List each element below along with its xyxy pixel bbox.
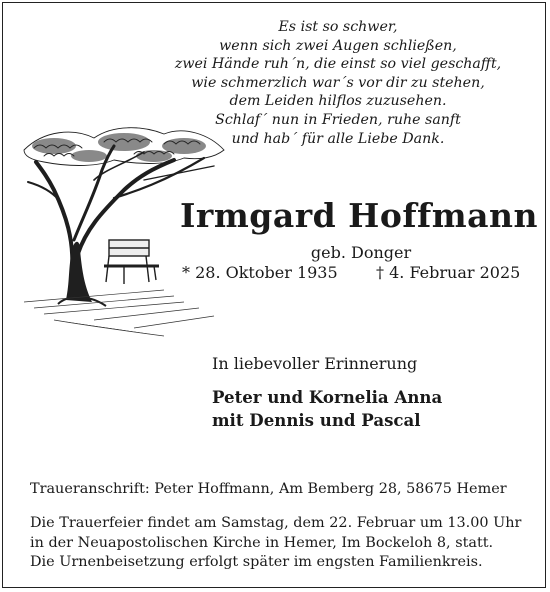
ceremony-line: Die Urnenbeisetzung erfolgt später im engsten Familienkreis. [30,554,483,571]
poem-line: wie schmerzlich war´s vor dir zu stehen, [191,74,485,91]
poem-line: und hab´ für alle Liebe Dank. [231,130,445,147]
mourner-line: Peter und Kornelia Anna [212,387,443,407]
ceremony-info [30,514,521,573]
poem-line: dem Leiden hilflos zuzusehen. [229,93,447,110]
birth-date: * 28. Oktober 1935 [182,263,338,282]
mourning-address: Traueranschrift: Peter Hoffmann, Am Bemberg 28, 58675 Hemer [30,481,507,497]
death-date: † 4. Februar 2025 [376,263,521,282]
birth-name: geb. Donger [310,243,412,262]
mourners [212,386,442,432]
poem-line: wenn sich zwei Augen schließen, [219,37,457,54]
memory-line: In liebevoller Erinnerung [212,354,418,373]
deceased-name: Irmgard Hoffmann [180,196,539,235]
poem-line: Es ist so schwer, [278,19,398,35]
mourner-line: mit Dennis und Pascal [212,410,421,430]
ceremony-line: Die Trauerfeier findet am Samstag, dem 22. Februar um 13.00 Uhr [30,515,522,531]
ceremony-line: in der Neuapostolischen Kirche in Hemer, Im Bockeloh 8, statt. [30,534,494,551]
poem-line: Schlaf´ nun in Frieden, ruhe sanft [215,111,461,128]
poem-line: zwei Hände ruh´n, die einst so viel geschafft, [174,56,502,73]
